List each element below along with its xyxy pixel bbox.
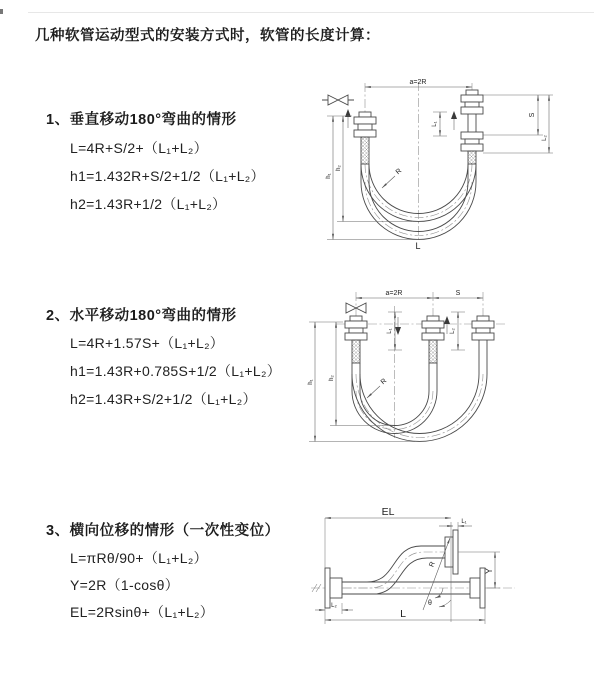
dim-label-a2r: a=2R: [385, 290, 403, 297]
dim-label-l2: L₂: [331, 603, 337, 609]
dim-label-l2: L₂: [450, 328, 456, 334]
dimension-l2: [450, 312, 465, 350]
dimension-el: [325, 506, 451, 568]
angle-label: θ: [428, 600, 432, 607]
dimension-s: [483, 95, 553, 153]
top-flange-displaced: [445, 530, 458, 574]
diagram-lateral-displacement: [303, 502, 595, 652]
dimension-l1: [439, 519, 472, 530]
dim-label-s: S: [455, 290, 461, 297]
radius-callout: [367, 378, 388, 398]
dim-label-h1: h₁: [326, 173, 332, 179]
right-flange-original: [470, 568, 485, 608]
dim-label-l: L: [400, 608, 406, 620]
diagram-vertical-180-bend: [300, 76, 560, 256]
hose-s-curve: [342, 546, 445, 594]
dim-label-y: Y: [484, 567, 494, 575]
section-2-formula-h1: h1=1.43R+0.785S+1/2（L₁+L₂）: [70, 363, 281, 379]
section-1-formula-L: L=4R+S/2+（L₁+L₂）: [70, 140, 208, 156]
dimension-a-2r: [356, 290, 433, 298]
dimension-l: [325, 608, 485, 624]
centerlines: [336, 292, 505, 438]
dim-label-l2: L₂: [542, 135, 548, 141]
dim-label-s: S: [529, 112, 536, 118]
section-3-formula-L: L=πRθ/90+（L₁+L₂）: [70, 550, 208, 566]
section-3-formula-Y: Y=2R（1-cosθ）: [70, 577, 180, 593]
scan-artifact-line: [28, 12, 594, 13]
left-flange: [325, 568, 342, 608]
dim-label-el: EL: [381, 506, 395, 518]
centerlines: [365, 82, 472, 242]
radius-callout: [382, 168, 403, 188]
section-1-formula-h2: h2=1.43R+1/2（L₁+L₂）: [70, 196, 227, 212]
scan-speck: [0, 9, 3, 14]
dim-label-a2r: a=2R: [409, 79, 427, 86]
valve-icon: [322, 95, 354, 105]
u-bend-hose: [352, 374, 487, 441]
radius-label: R: [428, 560, 437, 569]
hose-moved-arm: [472, 316, 494, 374]
length-label: L: [415, 241, 421, 251]
section-2-formula-L: L=4R+1.57S+（L₁+L₂）: [70, 335, 225, 351]
section-1-formula-h1: h1=1.432R+S/2+1/2（L₁+L₂）: [70, 168, 265, 184]
dim-label-h1: h₁: [308, 379, 314, 385]
dim-label-l1: L₁: [461, 519, 467, 525]
dim-label-h2: h₂: [336, 165, 342, 171]
radius-label: R: [394, 167, 404, 177]
section-2-formula-h2: h2=1.43R+S/2+1/2（L₁+L₂）: [70, 391, 257, 407]
section-3-formula-EL: EL=2Rsinθ+（L₁+L₂）: [70, 604, 215, 620]
hose-left-arm: [354, 112, 376, 182]
dimension-a-2r: [365, 79, 472, 87]
diagram-horizontal-180-bend: [300, 286, 570, 466]
dim-label-h2: h₂: [329, 375, 335, 381]
section-3-heading: 3、横向位移的情形（一次性变位）: [46, 523, 280, 539]
dimension-l2: [315, 603, 353, 614]
section-2-heading: 2、水平移动180°弯曲的情形: [46, 308, 237, 324]
page-title: 几种软管运动型式的安装方式时，软管的长度计算：: [35, 28, 380, 44]
dim-label-l1: L₁: [432, 121, 438, 127]
dimension-l1: [432, 112, 447, 136]
hose-middle-arm: [422, 316, 444, 391]
section-1-heading: 1、垂直移动180°弯曲的情形: [46, 112, 237, 128]
radius-label: R: [379, 377, 389, 387]
dim-label-l1: L₁: [387, 328, 393, 334]
dimension-s: [433, 290, 483, 298]
